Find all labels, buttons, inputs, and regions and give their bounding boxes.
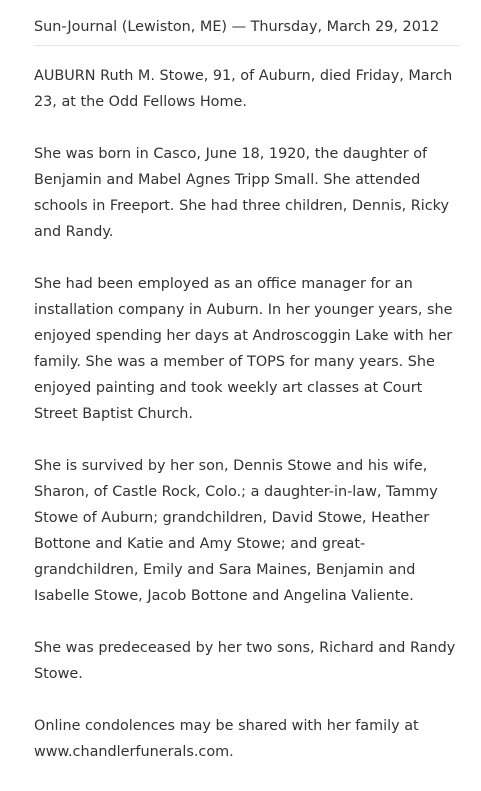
article-body (34, 63, 459, 765)
paragraph-employment: She had been employed as an office manager for an installation company in Auburn. In her younger years, she enjoyed spending her days at Androscoggin Lake with her family. She was a member of TOPS for many years. She enjoyed painting and took weekly art classes at Court Street Baptist Church. (34, 276, 453, 422)
article-header: Sun-Journal (Lewiston, ME) — Thursday, March 29, 2012 (34, 17, 459, 46)
paragraph-survivors: She is survived by her son, Dennis Stowe and his wife, Sharon, of Castle Rock, Colo.; a daughter-in-law, Tammy Stowe of Auburn; grandchildren, David Stowe, Heather Bottone and Katie and Amy Stowe; and great-grandchildren, Emily and Sara Maines, Benjamin and Isabelle Stowe, Jacob Bottone and Angelina Valiente. (34, 458, 438, 604)
paragraph-intro: AUBURN Ruth M. Stowe, 91, of Auburn, died Friday, March 23, at the Odd Fellows Home. (34, 68, 453, 110)
paragraph-birth: She was born in Casco, June 18, 1920, the daughter of Benjamin and Mabel Agnes Tripp Small. She attended schools in Freeport. She had three children, Dennis, Ricky and Randy. (34, 146, 450, 240)
paragraph-condolences: Online condolences may be shared with her family at www.chandlerfunerals.com. (34, 718, 419, 760)
obituary-article (34, 0, 459, 791)
paragraph-predeceased: She was predeceased by her two sons, Richard and Randy Stowe. (34, 640, 456, 682)
